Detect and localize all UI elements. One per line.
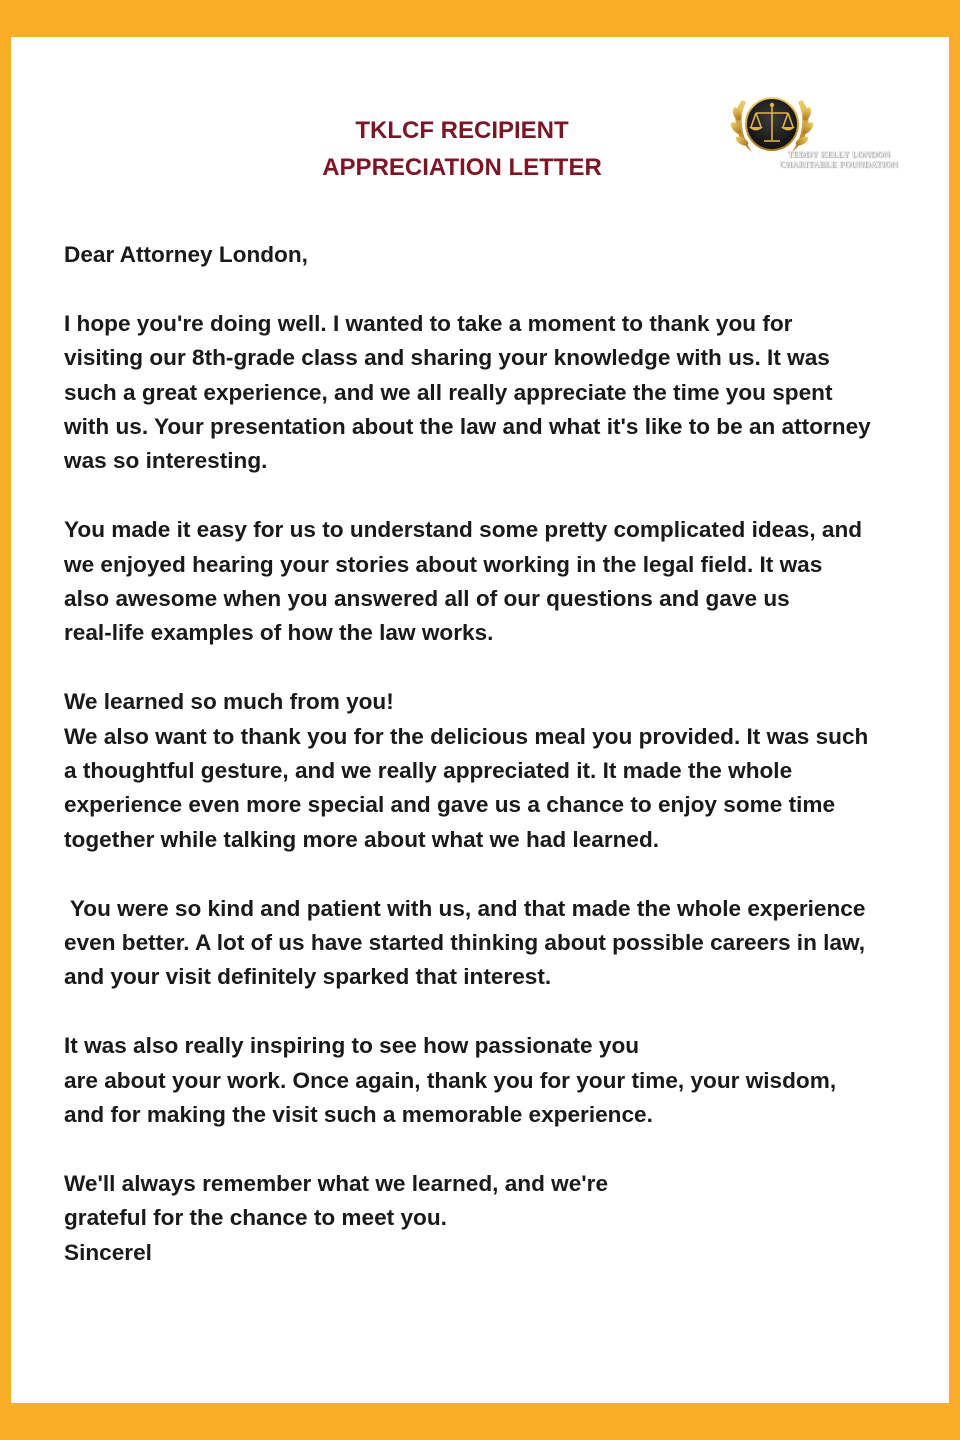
- paragraph-4: [64, 892, 924, 995]
- salutation-text: Dear Attorney London,: [64, 242, 308, 267]
- text-line: We learned so much from you!: [64, 689, 394, 715]
- title-line-2: APPRECIATION LETTER: [322, 154, 602, 181]
- logo-line-2: CHARITABLE FOUNDATION: [779, 158, 899, 169]
- text-line: It was also really inspiring to see how passionate you: [64, 1033, 640, 1059]
- closing: Sincerel: [64, 1239, 152, 1265]
- text-line: together while talking more about what we had learned.: [64, 826, 660, 852]
- text-line: with us. Your presentation about the law and what it's like to be an attorney: [64, 414, 871, 440]
- letter-body: [64, 238, 924, 1270]
- paragraph-3: [64, 685, 924, 857]
- paragraph-6: [64, 1167, 924, 1270]
- text-line: We also want to thank you for the delicious meal you provided. It was such: [64, 723, 869, 749]
- text-line: are about your work. Once again, thank you for your time, your wisdom,: [64, 1067, 837, 1093]
- logo-text: [756, 150, 922, 169]
- text-line: experience even more special and gave us a chance to enjoy some time: [64, 792, 836, 818]
- foundation-logo: [722, 86, 922, 176]
- text-line: grateful for the chance to meet you.: [64, 1205, 447, 1231]
- title-line-1: TKLCF RECIPIENT: [355, 117, 569, 144]
- text-line: I hope you're doing well. I wanted to take a moment to thank you for: [64, 310, 793, 336]
- paragraph-2: [64, 513, 924, 651]
- logo-line-1: TEDDY KELLY LONDON: [787, 149, 891, 159]
- text-line: You made it easy for us to understand some pretty complicated ideas, and: [64, 517, 863, 543]
- text-line: and for making the visit such a memorable experience.: [64, 1102, 653, 1128]
- paragraph-5: [64, 1029, 924, 1132]
- text-line: a thoughtful gesture, and we really appreciated it. It made the whole: [64, 758, 793, 784]
- text-line: real-life examples of how the law works.: [64, 620, 494, 646]
- text-line: such a great experience, and we all really appreciate the time you spent: [64, 379, 833, 405]
- salutation: [64, 238, 924, 272]
- text-line: visiting our 8th-grade class and sharing your knowledge with us. It was: [64, 345, 830, 371]
- paragraph-1: [64, 307, 924, 479]
- text-line: we enjoyed hearing your stories about working in the legal field. It was: [64, 551, 823, 577]
- text-line: even better. A lot of us have started thinking about possible careers in law,: [64, 930, 866, 956]
- text-line: was so interesting.: [64, 448, 268, 474]
- text-line: also awesome when you answered all of our questions and gave us: [64, 586, 790, 612]
- text-line: You were so kind and patient with us, and that made the whole experience: [64, 895, 866, 921]
- text-line: We'll always remember what we learned, and we're: [64, 1170, 609, 1196]
- text-line: and your visit definitely sparked that interest.: [64, 964, 552, 990]
